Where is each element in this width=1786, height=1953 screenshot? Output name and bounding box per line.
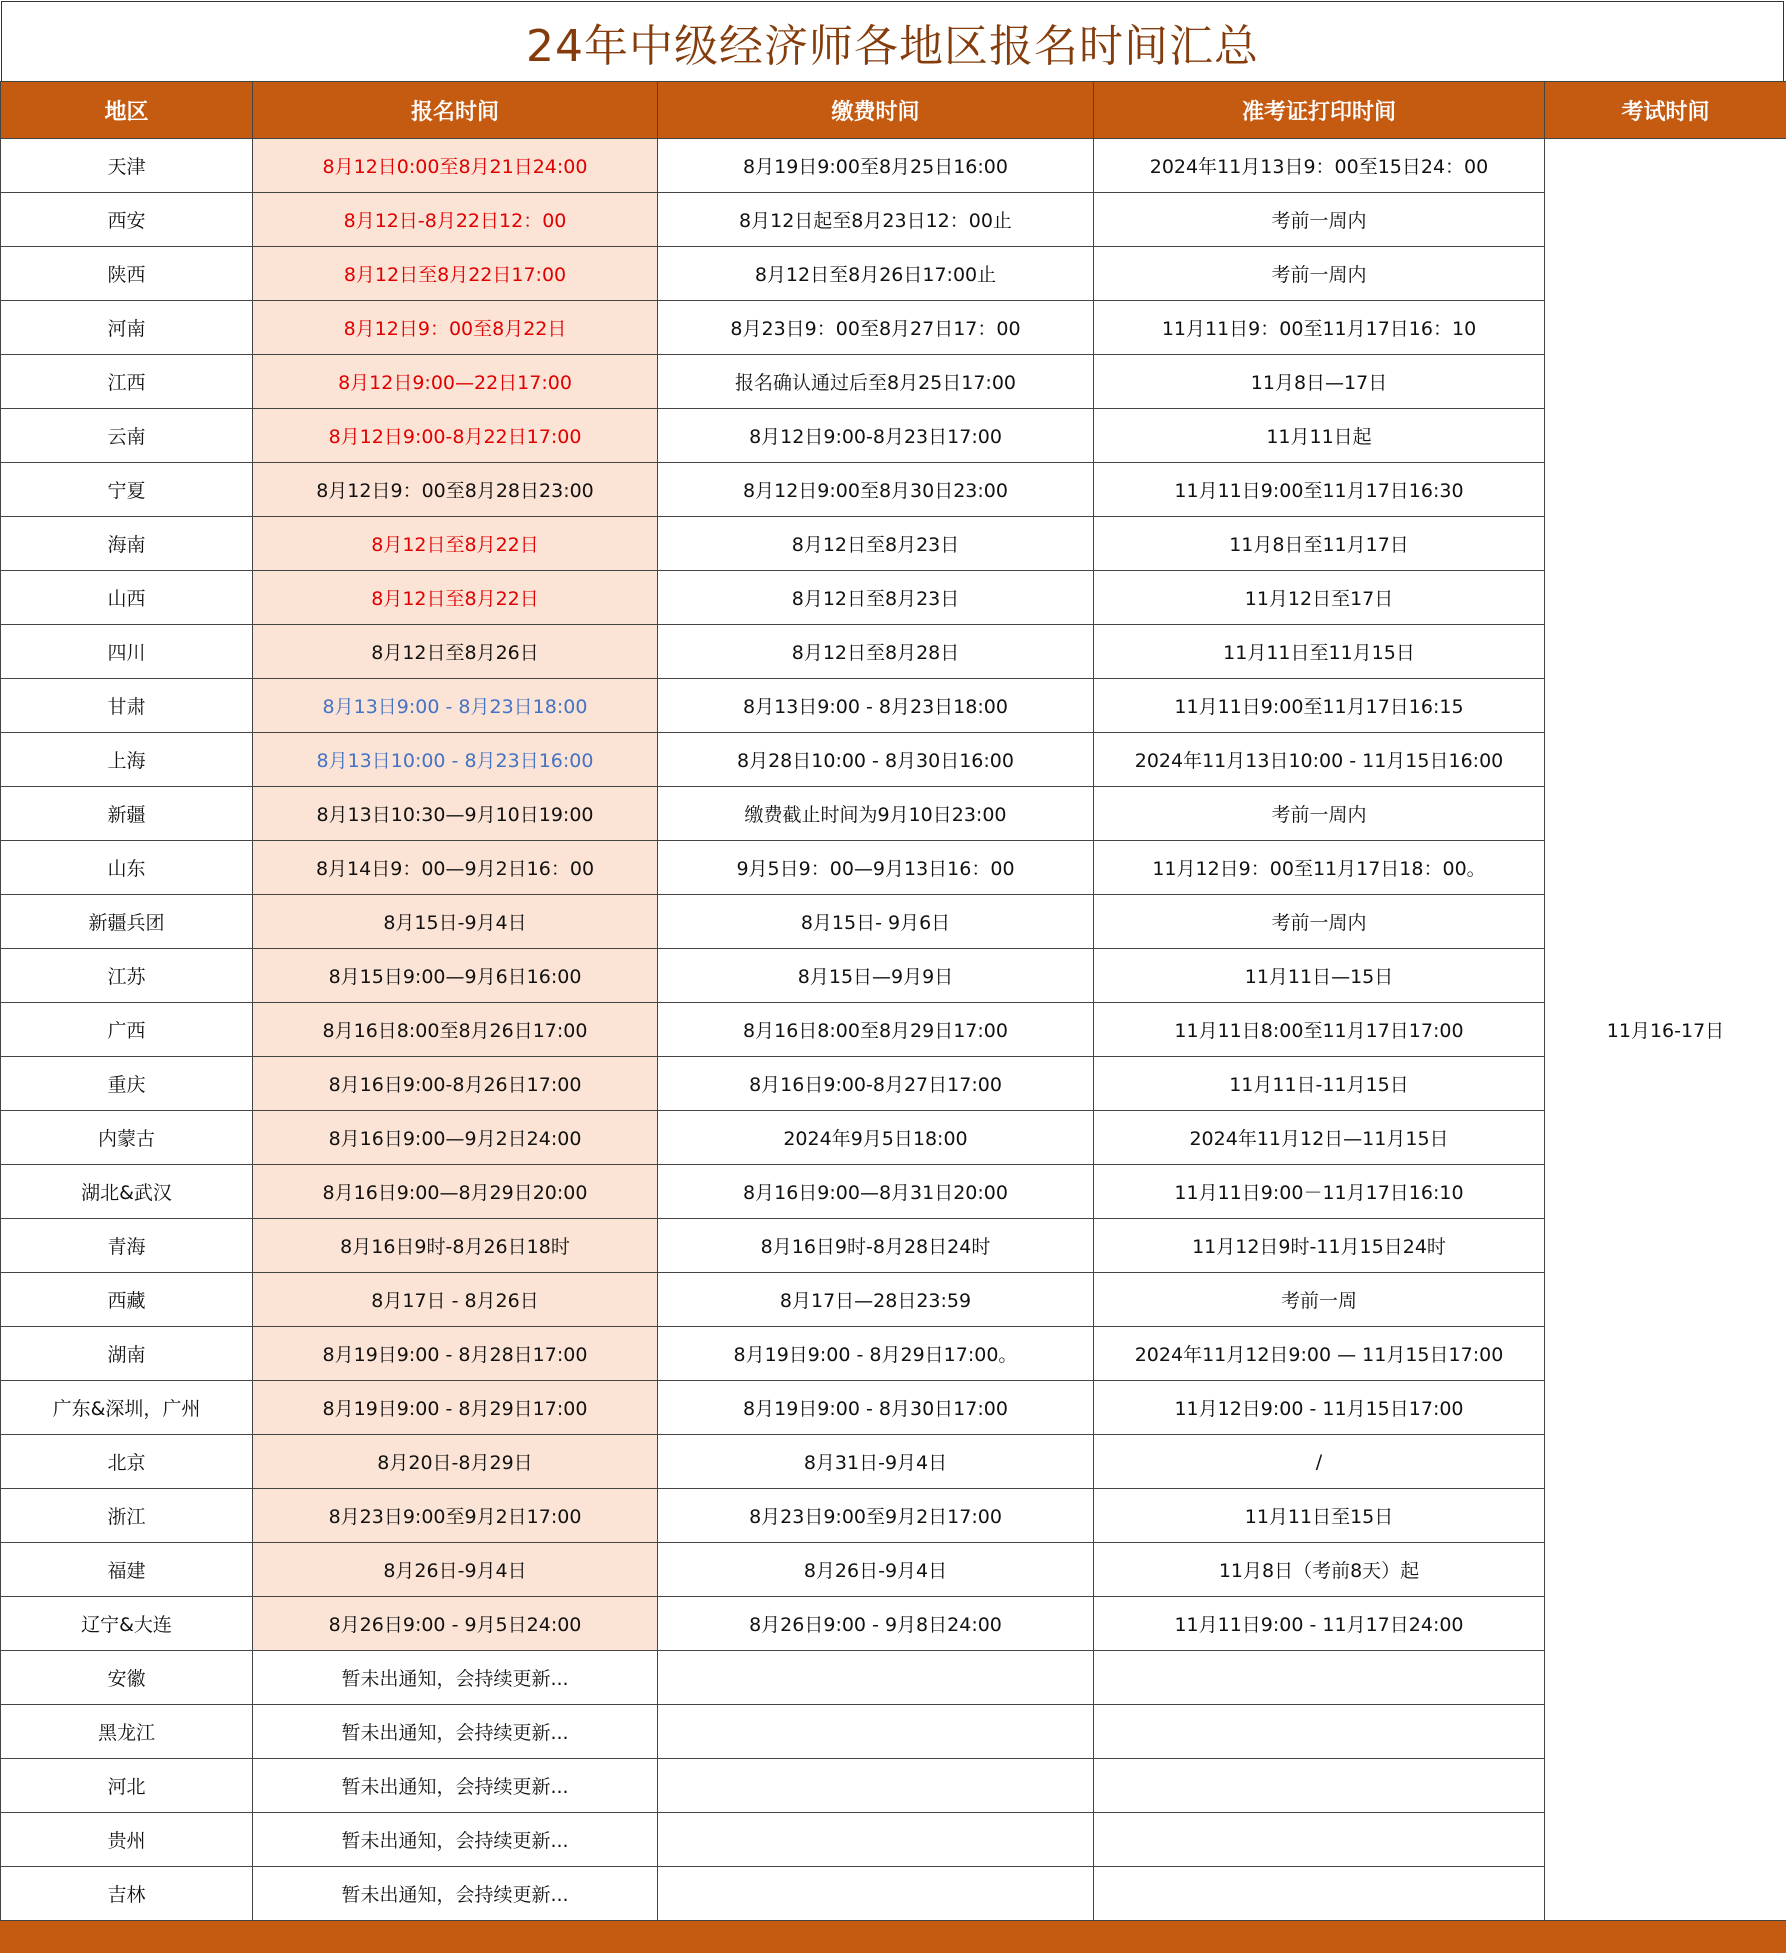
registration-cell: 暂未出通知，会持续更新... bbox=[253, 1867, 658, 1921]
table-row bbox=[1, 1651, 1786, 1705]
region-cell: 西藏 bbox=[1, 1273, 253, 1327]
region-cell: 新疆 bbox=[1, 787, 253, 841]
admission-cell: 11月11日8:00至11月17日17:00 bbox=[1094, 1003, 1545, 1057]
payment-cell: 8月19日9:00 - 8月29日17:00。 bbox=[658, 1327, 1094, 1381]
admission-cell: / bbox=[1094, 1435, 1545, 1489]
payment-cell: 8月13日9:00 - 8月23日18:00 bbox=[658, 679, 1094, 733]
table-row bbox=[1, 1759, 1786, 1813]
region-cell: 内蒙古 bbox=[1, 1111, 253, 1165]
page-title: 24年中级经济师各地区报名时间汇总 bbox=[1, 1, 1784, 81]
payment-cell: 8月19日9:00至8月25日16:00 bbox=[658, 139, 1094, 193]
payment-cell bbox=[658, 1867, 1094, 1921]
table-row bbox=[1, 1867, 1786, 1921]
payment-cell: 8月12日至8月28日 bbox=[658, 625, 1094, 679]
registration-cell: 8月13日10:00 - 8月23日16:00 bbox=[253, 733, 658, 787]
table-row bbox=[1, 625, 1786, 679]
table-row bbox=[1, 355, 1786, 409]
registration-cell: 8月12日至8月22日 bbox=[253, 517, 658, 571]
registration-cell: 8月15日9:00—9月6日16:00 bbox=[253, 949, 658, 1003]
region-cell: 浙江 bbox=[1, 1489, 253, 1543]
payment-cell: 8月16日8:00至8月29日17:00 bbox=[658, 1003, 1094, 1057]
registration-cell: 8月13日9:00 - 8月23日18:00 bbox=[253, 679, 658, 733]
region-cell: 天津 bbox=[1, 139, 253, 193]
payment-cell: 8月16日9:00-8月27日17:00 bbox=[658, 1057, 1094, 1111]
table-row bbox=[1, 193, 1786, 247]
region-cell: 吉林 bbox=[1, 1867, 253, 1921]
table-row bbox=[1, 841, 1786, 895]
payment-cell: 8月28日10:00 - 8月30日16:00 bbox=[658, 733, 1094, 787]
region-cell: 黑龙江 bbox=[1, 1705, 253, 1759]
header-exam: 考试时间 bbox=[1545, 82, 1786, 139]
payment-cell: 8月15日—9月9日 bbox=[658, 949, 1094, 1003]
table-row bbox=[1, 733, 1786, 787]
registration-cell: 8月12日至8月26日 bbox=[253, 625, 658, 679]
region-cell: 贵州 bbox=[1, 1813, 253, 1867]
region-cell: 西安 bbox=[1, 193, 253, 247]
region-cell: 江苏 bbox=[1, 949, 253, 1003]
registration-cell: 8月20日-8月29日 bbox=[253, 1435, 658, 1489]
table-row bbox=[1, 1327, 1786, 1381]
table-row bbox=[1, 247, 1786, 301]
table-row bbox=[1, 1705, 1786, 1759]
table-row bbox=[1, 1489, 1786, 1543]
payment-cell: 8月12日至8月26日17:00止 bbox=[658, 247, 1094, 301]
region-cell: 辽宁&大连 bbox=[1, 1597, 253, 1651]
table-row bbox=[1, 571, 1786, 625]
registration-cell: 8月12日9：00至8月22日 bbox=[253, 301, 658, 355]
table-row bbox=[1, 1435, 1786, 1489]
table-row bbox=[1, 409, 1786, 463]
region-cell: 山东 bbox=[1, 841, 253, 895]
admission-cell: 11月12日至17日 bbox=[1094, 571, 1545, 625]
payment-cell: 8月12日起至8月23日12：00止 bbox=[658, 193, 1094, 247]
admission-cell bbox=[1094, 1867, 1545, 1921]
region-cell: 河北 bbox=[1, 1759, 253, 1813]
admission-cell: 11月12日9：00至11月17日18：00。 bbox=[1094, 841, 1545, 895]
admission-cell: 11月12日9:00 - 11月15日17:00 bbox=[1094, 1381, 1545, 1435]
registration-cell: 8月12日9：00至8月28日23:00 bbox=[253, 463, 658, 517]
admission-cell: 2024年11月12日—11月15日 bbox=[1094, 1111, 1545, 1165]
region-cell: 四川 bbox=[1, 625, 253, 679]
admission-cell bbox=[1094, 1705, 1545, 1759]
admission-cell: 11月11日起 bbox=[1094, 409, 1545, 463]
payment-cell: 8月26日-9月4日 bbox=[658, 1543, 1094, 1597]
region-cell: 海南 bbox=[1, 517, 253, 571]
payment-cell: 8月26日9:00 - 9月8日24:00 bbox=[658, 1597, 1094, 1651]
payment-cell: 2024年9月5日18:00 bbox=[658, 1111, 1094, 1165]
registration-cell: 8月16日9:00—9月2日24:00 bbox=[253, 1111, 658, 1165]
region-cell: 重庆 bbox=[1, 1057, 253, 1111]
admission-cell: 2024年11月13日10:00 - 11月15日16:00 bbox=[1094, 733, 1545, 787]
region-cell: 甘肃 bbox=[1, 679, 253, 733]
payment-cell: 9月5日9：00—9月13日16：00 bbox=[658, 841, 1094, 895]
table-row bbox=[1, 787, 1786, 841]
table-row bbox=[1, 301, 1786, 355]
admission-cell: 11月11日—15日 bbox=[1094, 949, 1545, 1003]
table-row bbox=[1, 949, 1786, 1003]
registration-cell: 8月17日 - 8月26日 bbox=[253, 1273, 658, 1327]
table-row bbox=[1, 1381, 1786, 1435]
payment-cell bbox=[658, 1651, 1094, 1705]
registration-cell: 8月14日9：00—9月2日16：00 bbox=[253, 841, 658, 895]
region-cell: 上海 bbox=[1, 733, 253, 787]
registration-cell: 8月13日10:30—9月10日19:00 bbox=[253, 787, 658, 841]
registration-cell: 暂未出通知，会持续更新... bbox=[253, 1705, 658, 1759]
payment-cell: 8月12日9:00-8月23日17:00 bbox=[658, 409, 1094, 463]
registration-cell: 8月23日9:00至9月2日17:00 bbox=[253, 1489, 658, 1543]
payment-cell: 8月16日9时-8月28日24时 bbox=[658, 1219, 1094, 1273]
table-row bbox=[1, 463, 1786, 517]
table-row bbox=[1, 1057, 1786, 1111]
header-admission: 准考证打印时间 bbox=[1094, 82, 1545, 139]
payment-cell: 8月31日-9月4日 bbox=[658, 1435, 1094, 1489]
payment-cell bbox=[658, 1813, 1094, 1867]
region-cell: 北京 bbox=[1, 1435, 253, 1489]
registration-cell: 8月16日9时-8月26日18时 bbox=[253, 1219, 658, 1273]
admission-cell: 考前一周内 bbox=[1094, 787, 1545, 841]
exam-time-cell: 11月16-17日 bbox=[1545, 139, 1786, 1921]
admission-cell: 11月11日至11月15日 bbox=[1094, 625, 1545, 679]
header-row bbox=[1, 82, 1786, 139]
region-cell: 江西 bbox=[1, 355, 253, 409]
table-row bbox=[1, 1219, 1786, 1273]
schedule-table bbox=[0, 81, 1786, 1921]
header-payment: 缴费时间 bbox=[658, 82, 1094, 139]
payment-cell: 8月12日至8月23日 bbox=[658, 571, 1094, 625]
registration-cell: 8月12日至8月22日17:00 bbox=[253, 247, 658, 301]
payment-cell: 8月19日9:00 - 8月30日17:00 bbox=[658, 1381, 1094, 1435]
admission-cell: 11月11日9:00－11月17日16:10 bbox=[1094, 1165, 1545, 1219]
table-row bbox=[1, 1813, 1786, 1867]
table-row bbox=[1, 1165, 1786, 1219]
admission-cell bbox=[1094, 1651, 1545, 1705]
payment-cell: 报名确认通过后至8月25日17:00 bbox=[658, 355, 1094, 409]
table-row bbox=[1, 679, 1786, 733]
payment-cell: 8月16日9:00—8月31日20:00 bbox=[658, 1165, 1094, 1219]
region-cell: 宁夏 bbox=[1, 463, 253, 517]
admission-cell: 11月8日—17日 bbox=[1094, 355, 1545, 409]
region-cell: 广西 bbox=[1, 1003, 253, 1057]
admission-cell: 11月11日9：00至11月17日16：10 bbox=[1094, 301, 1545, 355]
admission-cell: 11月8日至11月17日 bbox=[1094, 517, 1545, 571]
payment-cell: 8月12日9:00至8月30日23:00 bbox=[658, 463, 1094, 517]
registration-cell: 8月16日9:00-8月26日17:00 bbox=[253, 1057, 658, 1111]
region-cell: 安徽 bbox=[1, 1651, 253, 1705]
registration-cell: 8月26日-9月4日 bbox=[253, 1543, 658, 1597]
admission-cell: 11月11日至15日 bbox=[1094, 1489, 1545, 1543]
region-cell: 福建 bbox=[1, 1543, 253, 1597]
registration-cell: 8月12日-8月22日12：00 bbox=[253, 193, 658, 247]
table-row bbox=[1, 895, 1786, 949]
table-body bbox=[1, 139, 1786, 1921]
registration-cell: 8月26日9:00 - 9月5日24:00 bbox=[253, 1597, 658, 1651]
admission-cell: 11月11日9:00 - 11月17日24:00 bbox=[1094, 1597, 1545, 1651]
payment-cell: 8月23日9：00至8月27日17：00 bbox=[658, 301, 1094, 355]
registration-cell: 8月16日9:00—8月29日20:00 bbox=[253, 1165, 658, 1219]
admission-cell: 11月12日9时-11月15日24时 bbox=[1094, 1219, 1545, 1273]
admission-cell: 11月11日-11月15日 bbox=[1094, 1057, 1545, 1111]
registration-cell: 暂未出通知，会持续更新... bbox=[253, 1651, 658, 1705]
registration-cell: 暂未出通知，会持续更新... bbox=[253, 1759, 658, 1813]
payment-cell bbox=[658, 1759, 1094, 1813]
admission-cell: 考前一周内 bbox=[1094, 193, 1545, 247]
admission-cell: 考前一周 bbox=[1094, 1273, 1545, 1327]
region-cell: 陕西 bbox=[1, 247, 253, 301]
region-cell: 新疆兵团 bbox=[1, 895, 253, 949]
table-row bbox=[1, 517, 1786, 571]
payment-cell: 缴费截止时间为9月10日23:00 bbox=[658, 787, 1094, 841]
admission-cell: 2024年11月12日9:00 — 11月15日17:00 bbox=[1094, 1327, 1545, 1381]
payment-cell: 8月17日—28日23:59 bbox=[658, 1273, 1094, 1327]
table-row bbox=[1, 1111, 1786, 1165]
registration-cell: 8月15日-9月4日 bbox=[253, 895, 658, 949]
payment-cell: 8月15日- 9月6日 bbox=[658, 895, 1094, 949]
admission-cell: 11月8日（考前8天）起 bbox=[1094, 1543, 1545, 1597]
registration-cell: 8月12日至8月22日 bbox=[253, 571, 658, 625]
region-cell: 云南 bbox=[1, 409, 253, 463]
table-row bbox=[1, 1597, 1786, 1651]
table-row bbox=[1, 139, 1786, 193]
admission-cell bbox=[1094, 1759, 1545, 1813]
admission-cell: 考前一周内 bbox=[1094, 895, 1545, 949]
table-row bbox=[1, 1003, 1786, 1057]
admission-cell bbox=[1094, 1813, 1545, 1867]
region-cell: 青海 bbox=[1, 1219, 253, 1273]
region-cell: 湖北&武汉 bbox=[1, 1165, 253, 1219]
region-cell: 河南 bbox=[1, 301, 253, 355]
registration-cell: 8月19日9:00 - 8月28日17:00 bbox=[253, 1327, 658, 1381]
admission-cell: 考前一周内 bbox=[1094, 247, 1545, 301]
registration-cell: 8月12日9:00—22日17:00 bbox=[253, 355, 658, 409]
region-cell: 山西 bbox=[1, 571, 253, 625]
payment-cell: 8月12日至8月23日 bbox=[658, 517, 1094, 571]
region-cell: 广东&深圳，广州 bbox=[1, 1381, 253, 1435]
registration-cell: 8月12日0:00至8月21日24:00 bbox=[253, 139, 658, 193]
table-row bbox=[1, 1273, 1786, 1327]
admission-cell: 11月11日9:00至11月17日16:30 bbox=[1094, 463, 1545, 517]
table-row bbox=[1, 1543, 1786, 1597]
header-region: 地区 bbox=[1, 82, 253, 139]
admission-cell: 2024年11月13日9：00至15日24：00 bbox=[1094, 139, 1545, 193]
registration-cell: 8月19日9:00 - 8月29日17:00 bbox=[253, 1381, 658, 1435]
admission-cell: 11月11日9:00至11月17日16:15 bbox=[1094, 679, 1545, 733]
registration-cell: 8月12日9:00-8月22日17:00 bbox=[253, 409, 658, 463]
region-cell: 湖南 bbox=[1, 1327, 253, 1381]
registration-cell: 暂未出通知，会持续更新... bbox=[253, 1813, 658, 1867]
payment-cell: 8月23日9:00至9月2日17:00 bbox=[658, 1489, 1094, 1543]
registration-cell: 8月16日8:00至8月26日17:00 bbox=[253, 1003, 658, 1057]
footer-bar bbox=[0, 1921, 1786, 1953]
payment-cell bbox=[658, 1705, 1094, 1759]
header-registration: 报名时间 bbox=[253, 82, 658, 139]
